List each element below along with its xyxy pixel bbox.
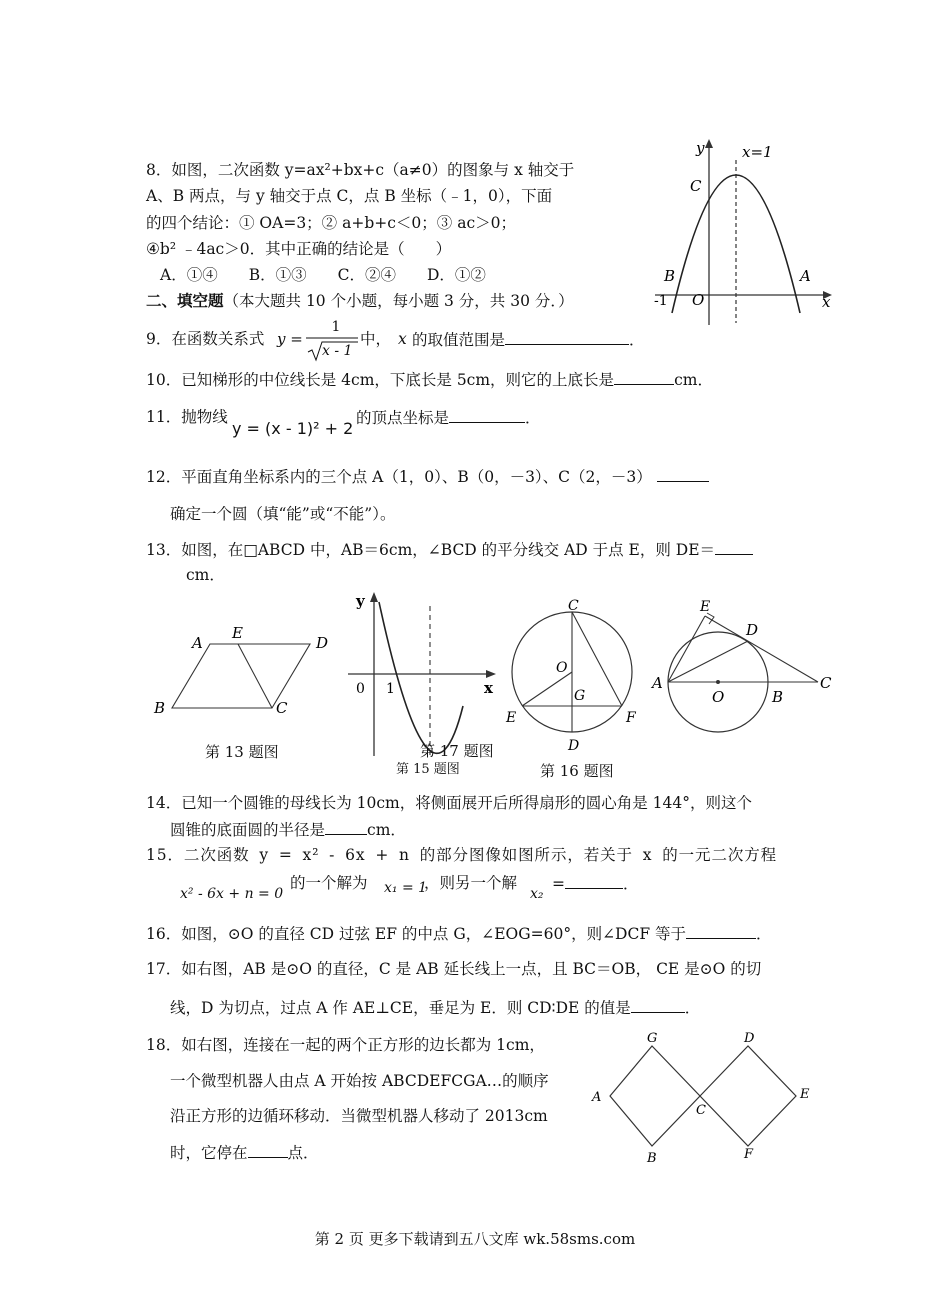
q8-parabola-figure [650, 135, 840, 330]
q10-text: 10．已知梯形的中位线长是 4cm，下底长是 5cm，则它的上底长是 [146, 371, 615, 389]
fig15-one: 1 [386, 681, 395, 697]
fig15-y: y [356, 592, 365, 610]
q16-answer-blank[interactable] [686, 922, 756, 939]
q11-suffix: 的顶点坐标是 [356, 409, 450, 427]
q17-line2: 线，D 为切点，过点 A 作 AE⊥CE，垂足为 E．则 CD∶DE 的值是 [170, 999, 631, 1017]
q13-line2: cm． [186, 566, 225, 584]
q9-suffix: 的取值范围是 [412, 331, 506, 349]
q18-line1: 18．如右图，连接在一起的两个正方形的边长都为 1cm， [146, 1036, 545, 1054]
q9-mid: 中， [360, 330, 392, 348]
q11-formula: y = (x - 1)² + 2 [232, 419, 354, 438]
q15-end: ． [623, 875, 639, 893]
q8-line1: 8．如图，二次函数 y=ax²+bx+c（a≠0）的图象与 x 轴交于 [146, 161, 575, 179]
q15-line1: 15．二次函数 y = x² - 6x + n 的部分图像如图所示，若关于 x 的一元二次方程 [146, 846, 778, 864]
fig18-B: B [647, 1151, 657, 1166]
fig16-F: F [626, 710, 636, 726]
q15-eq: x² - 6x + n = 0 [180, 886, 284, 902]
fig16-caption: 第 16 题图 [540, 762, 614, 780]
q8-label-y: y [696, 139, 705, 157]
q17-answer-blank[interactable] [631, 996, 685, 1013]
fig15-x: x [484, 679, 493, 697]
fig13-D: D [316, 634, 329, 652]
fig18-A: A [592, 1090, 602, 1105]
q18-line3: 沿正方形的边循环移动．当微型机器人移动了 2013cm [170, 1107, 548, 1125]
section2-desc: （本大题共 10 个小题，每小题 3 分，共 30 分．） [223, 292, 574, 310]
q9-answer-blank[interactable] [505, 328, 629, 345]
q17-end: ． [684, 999, 701, 1017]
fig13-caption: 第 13 题图 [205, 743, 279, 761]
fig18-D: D [744, 1031, 755, 1046]
q8-label-B: B [664, 267, 676, 285]
fig17-A: A [652, 674, 663, 692]
q17-line1: 17．如右图，AB 是⊙O 的直径，C 是 AB 延长线上一点，且 BC＝OB， CE 是⊙O 的切 [146, 960, 762, 978]
q12-line1: 12．平面直角坐标系内的三个点 A（1，0）、B（0，－3）、C（2，－3） [146, 468, 652, 486]
fig13-C: C [276, 699, 288, 717]
q9-suffix-line [412, 328, 645, 351]
fig15-O: 0 [356, 681, 365, 697]
q10-line [146, 368, 713, 391]
fig17-tangent-figure [648, 596, 843, 746]
q18-answer-blank[interactable] [248, 1141, 288, 1158]
q9-formula-num: 1 [331, 319, 341, 335]
q14-line1: 14．已知一个圆锥的母线长为 10cm，将侧面展开后所得扇形的圆心角是 144°，则这个 [146, 794, 753, 812]
fig13-E: E [232, 624, 243, 642]
page-footer: 第 2 页 更多下载请到五八文库 wk.58sms.com [314, 1230, 636, 1248]
fig13-parallelogram [150, 620, 340, 720]
fig16-D: D [568, 738, 580, 754]
q9-formula-y: y = [277, 330, 303, 348]
q13-line1: 13．如图，在□ABCD 中，AB＝6cm，∠BCD 的平分线交 AD 于点 E，则 DE＝ [146, 541, 716, 559]
q18-line4: 时，它停在 [170, 1144, 248, 1162]
q8-options: A．①④ B．①③ C．②④ D．①② [160, 266, 486, 284]
q13-answer-blank[interactable] [715, 538, 753, 555]
fig17-O: O [712, 688, 725, 706]
q12-line1-wrap [146, 465, 709, 488]
q11-answer-blank[interactable] [449, 406, 525, 423]
fig17-B: B [772, 688, 784, 706]
q18-line4-wrap [170, 1141, 319, 1164]
q9-prefix: 9．在函数关系式 [146, 330, 265, 348]
fig15-parabola-figure [342, 588, 502, 760]
q15-answer-line [552, 872, 639, 895]
section2-heading [146, 290, 574, 312]
q14-line2: 圆锥的底面圆的半径是 [170, 821, 326, 839]
q8-label-A: A [800, 267, 811, 285]
fig18-squares-figure [588, 1026, 818, 1166]
q13-line1-wrap [146, 538, 753, 561]
q12-line2: 确定一个圆（填“能”或“不能”）。 [170, 505, 396, 523]
q10-unit: cm． [674, 371, 713, 389]
q11-end: ． [525, 409, 541, 427]
fig18-F: F [744, 1147, 754, 1162]
section2-title: 二、填空题 [146, 291, 224, 310]
q9-var: x [398, 330, 407, 348]
q15-mid: 的一个解为 [290, 874, 368, 892]
fig13-B: B [154, 699, 166, 717]
fig18-G: G [647, 1031, 658, 1046]
fig17-D: D [746, 621, 759, 639]
fig16-G: G [574, 688, 586, 704]
q15-x2: x₂ [530, 886, 544, 902]
q14-answer-blank[interactable] [325, 818, 367, 835]
q8-line3: 的四个结论：① OA=3；② a+b+c＜0；③ ac＞0； [146, 214, 516, 232]
fig18-E: E [800, 1087, 810, 1102]
fig16-E: E [506, 710, 517, 726]
fig17-E: E [700, 599, 711, 615]
q15-eqsign: = [552, 875, 565, 893]
q16-line [146, 922, 772, 945]
fig16-circle-figure [500, 596, 648, 756]
fig15-caption: 第 15 题图 [396, 762, 460, 777]
q11-suffix-line [356, 406, 541, 429]
q18-line2: 一个微型机器人由点 A 开始按 ABCDEFCGA…的顺序 [170, 1072, 549, 1090]
q14-unit: cm． [367, 821, 406, 839]
fig16-O: O [556, 660, 568, 676]
q10-answer-blank[interactable] [614, 368, 674, 385]
q8-label-x: x [822, 293, 831, 311]
q8-line2: A、B 两点，与 y 轴交于点 C，点 B 坐标（﹣1，0），下面 [146, 187, 553, 205]
q8-label-minus1: -1 [654, 293, 668, 309]
q16-text: 16．如图，⊙O 的直径 CD 过弦 EF 的中点 G，∠EOG=60°，则∠DCF 等于 [146, 925, 687, 943]
q8-label-x1: x=1 [742, 143, 773, 161]
q17-line2-wrap [170, 996, 700, 1019]
q18-end: 点． [287, 1144, 319, 1162]
q15-then: ，则另一个解 [424, 874, 518, 892]
q14-line2-wrap [170, 818, 406, 841]
fig16-C: C [568, 598, 579, 614]
q8-label-O: O [692, 291, 705, 309]
fig18-C: C [696, 1103, 706, 1118]
fig17-C: C [820, 674, 832, 692]
q15-x1: x₁ = 1 [384, 880, 428, 896]
fig13-A: A [192, 634, 203, 652]
fig15-caption-overlay: 第 17 题图 [420, 742, 494, 760]
q11-prefix: 11．抛物线 [146, 408, 228, 426]
q15-answer-blank[interactable] [565, 872, 623, 889]
q8-label-C: C [690, 177, 702, 195]
q8-line4: ④b² ﹣4ac＞0．其中正确的结论是（ ） [146, 240, 452, 258]
q12-answer-blank[interactable] [657, 465, 709, 482]
q9-formula-den: x - 1 [322, 343, 353, 359]
q9-end: ． [629, 331, 645, 349]
q16-end: ． [756, 925, 772, 943]
